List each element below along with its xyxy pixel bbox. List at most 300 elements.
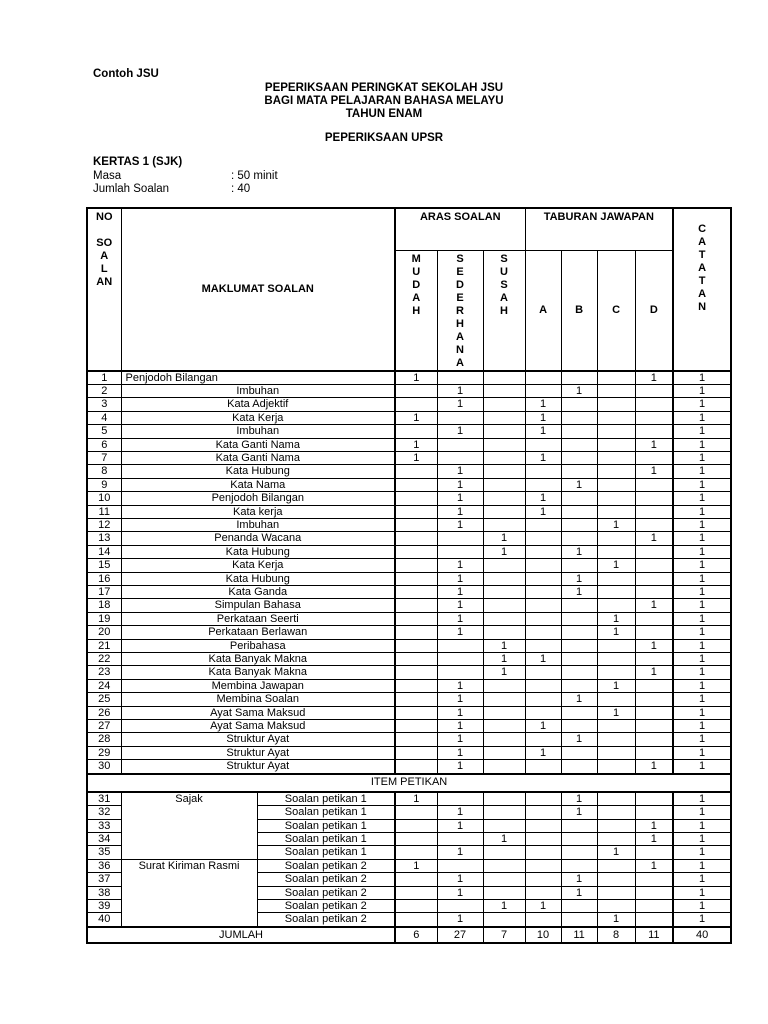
row-value-s xyxy=(437,832,483,845)
row-value-su xyxy=(483,679,525,692)
total-value-b: 11 xyxy=(561,927,597,943)
row-number: 29 xyxy=(87,746,121,759)
row-number: 4 xyxy=(87,411,121,424)
row-value-m xyxy=(395,913,437,927)
col-no-letter: SO xyxy=(96,237,113,249)
row-value-d: 1 xyxy=(635,465,673,478)
row-number: 36 xyxy=(87,859,121,872)
row-value-m xyxy=(395,760,437,774)
row-value-s xyxy=(437,545,483,558)
row-value-c xyxy=(597,411,635,424)
row-group xyxy=(121,846,257,859)
row-number: 38 xyxy=(87,886,121,899)
row-value-m: 1 xyxy=(395,451,437,464)
row-value-a: 1 xyxy=(525,398,561,411)
row-value-c xyxy=(597,859,635,872)
row-value-d xyxy=(635,733,673,746)
row-value-b xyxy=(561,899,597,912)
table-row xyxy=(87,693,731,706)
row-value-b: 1 xyxy=(561,806,597,819)
row-value-s xyxy=(437,859,483,872)
row-info: Kata Hubung xyxy=(121,545,395,558)
row-value-su: 1 xyxy=(483,666,525,679)
row-value-m xyxy=(395,819,437,832)
row-number: 9 xyxy=(87,478,121,491)
row-value-m xyxy=(395,733,437,746)
row-info: Penanda Wacana xyxy=(121,532,395,545)
aras-letter: D xyxy=(412,278,421,291)
col-info-header: MAKLUMAT SOALAN xyxy=(121,208,395,371)
paper-label: KERTAS 1 (SJK) xyxy=(93,156,183,168)
row-value-d xyxy=(635,586,673,599)
row-value-a xyxy=(525,384,561,397)
row-value-s: 1 xyxy=(437,846,483,859)
row-value-a: 1 xyxy=(525,653,561,666)
total-catatan: 40 xyxy=(673,927,731,943)
row-number: 35 xyxy=(87,846,121,859)
row-value-m xyxy=(395,706,437,719)
row-value-su xyxy=(483,572,525,585)
row-value-a xyxy=(525,886,561,899)
row-value-su: 1 xyxy=(483,532,525,545)
row-value-su xyxy=(483,760,525,774)
row-value-s: 1 xyxy=(437,478,483,491)
row-value-a xyxy=(525,913,561,927)
row-value-m xyxy=(395,478,437,491)
row-value-m: 1 xyxy=(395,371,437,385)
col-catatan-header xyxy=(673,208,731,371)
row-value-a xyxy=(525,572,561,585)
row-catatan: 1 xyxy=(673,586,731,599)
row-value-su xyxy=(483,746,525,759)
row-value-m xyxy=(395,806,437,819)
row-value-d: 1 xyxy=(635,438,673,451)
total-value-c: 8 xyxy=(597,927,635,943)
row-number: 33 xyxy=(87,819,121,832)
row-catatan: 1 xyxy=(673,492,731,505)
col-susah-header xyxy=(483,250,525,371)
row-value-a xyxy=(525,760,561,774)
row-value-su xyxy=(483,792,525,806)
row-value-c xyxy=(597,398,635,411)
row-value-s xyxy=(437,371,483,385)
row-value-a xyxy=(525,706,561,719)
row-value-b: 1 xyxy=(561,384,597,397)
row-info: Imbuhan xyxy=(121,518,395,531)
row-info: Kata kerja xyxy=(121,505,395,518)
row-value-a: 1 xyxy=(525,492,561,505)
row-catatan: 1 xyxy=(673,706,731,719)
row-value-c xyxy=(597,478,635,491)
row-number: 15 xyxy=(87,559,121,572)
row-info: Imbuhan xyxy=(121,425,395,438)
row-value-c: 1 xyxy=(597,559,635,572)
row-value-d xyxy=(635,873,673,886)
row-value-m xyxy=(395,586,437,599)
table-row xyxy=(87,626,731,639)
col-no-letter: NO xyxy=(96,211,113,223)
row-value-d xyxy=(635,720,673,733)
total-row xyxy=(87,927,731,943)
row-number: 12 xyxy=(87,518,121,531)
row-value-su xyxy=(483,398,525,411)
row-value-su xyxy=(483,518,525,531)
row-value-d xyxy=(635,626,673,639)
row-value-d xyxy=(635,572,673,585)
row-value-s xyxy=(437,411,483,424)
row-info: Ayat Sama Maksud xyxy=(121,706,395,719)
row-value-b xyxy=(561,639,597,652)
row-value-su: 1 xyxy=(483,545,525,558)
row-item: Soalan petikan 1 xyxy=(257,806,395,819)
row-value-s: 1 xyxy=(437,706,483,719)
row-value-c xyxy=(597,806,635,819)
row-value-s xyxy=(437,438,483,451)
row-catatan: 1 xyxy=(673,465,731,478)
row-value-su xyxy=(483,505,525,518)
row-info: Struktur Ayat xyxy=(121,733,395,746)
row-value-b: 1 xyxy=(561,693,597,706)
row-value-b xyxy=(561,505,597,518)
row-value-s: 1 xyxy=(437,733,483,746)
row-value-d xyxy=(635,792,673,806)
row-value-s: 1 xyxy=(437,886,483,899)
table-row xyxy=(87,492,731,505)
row-value-c xyxy=(597,492,635,505)
row-number: 2 xyxy=(87,384,121,397)
row-group xyxy=(121,806,257,819)
doc-title-line-1: PEPERIKSAAN PERINGKAT SEKOLAH JSU xyxy=(264,82,504,94)
row-value-d xyxy=(635,706,673,719)
table-row xyxy=(87,913,731,927)
row-catatan: 1 xyxy=(673,559,731,572)
row-number: 13 xyxy=(87,532,121,545)
row-value-su xyxy=(483,492,525,505)
row-value-b xyxy=(561,819,597,832)
row-value-b xyxy=(561,599,597,612)
row-info: Kata Banyak Makna xyxy=(121,666,395,679)
row-value-b xyxy=(561,518,597,531)
row-catatan: 1 xyxy=(673,873,731,886)
total-value-d: 11 xyxy=(635,927,673,943)
row-catatan: 1 xyxy=(673,846,731,859)
row-item: Soalan petikan 2 xyxy=(257,899,395,912)
row-value-su xyxy=(483,733,525,746)
row-value-su xyxy=(483,586,525,599)
table-row xyxy=(87,886,731,899)
row-value-s: 1 xyxy=(437,760,483,774)
row-catatan: 1 xyxy=(673,832,731,845)
row-value-m xyxy=(395,425,437,438)
row-value-b xyxy=(561,832,597,845)
table-row xyxy=(87,832,731,845)
row-catatan: 1 xyxy=(673,679,731,692)
row-value-b xyxy=(561,706,597,719)
row-value-s: 1 xyxy=(437,384,483,397)
row-value-m xyxy=(395,465,437,478)
row-item: Soalan petikan 1 xyxy=(257,832,395,845)
aras-letter: N xyxy=(456,343,464,356)
row-number: 5 xyxy=(87,425,121,438)
row-value-b xyxy=(561,760,597,774)
col-no-header xyxy=(87,208,121,371)
row-value-su xyxy=(483,438,525,451)
row-value-a xyxy=(525,846,561,859)
col-no-letter xyxy=(92,224,117,237)
row-value-b xyxy=(561,425,597,438)
row-value-m xyxy=(395,518,437,531)
aras-letter: R xyxy=(456,304,464,317)
row-value-m xyxy=(395,693,437,706)
row-number: 34 xyxy=(87,832,121,845)
row-value-b xyxy=(561,438,597,451)
row-group xyxy=(121,913,257,927)
row-group xyxy=(121,873,257,886)
row-value-b xyxy=(561,451,597,464)
row-value-c xyxy=(597,720,635,733)
table-row xyxy=(87,733,731,746)
row-catatan: 1 xyxy=(673,532,731,545)
row-value-su xyxy=(483,819,525,832)
row-value-b xyxy=(561,465,597,478)
row-item: Soalan petikan 1 xyxy=(257,819,395,832)
row-value-m xyxy=(395,746,437,759)
row-value-a xyxy=(525,371,561,385)
row-value-s: 1 xyxy=(437,518,483,531)
row-value-s: 1 xyxy=(437,425,483,438)
row-value-s: 1 xyxy=(437,873,483,886)
row-value-m xyxy=(395,398,437,411)
row-number: 39 xyxy=(87,899,121,912)
col-catatan-letter: N xyxy=(698,301,707,313)
row-value-d xyxy=(635,492,673,505)
row-value-s: 1 xyxy=(437,612,483,625)
row-value-c xyxy=(597,819,635,832)
row-value-b xyxy=(561,612,597,625)
row-value-a xyxy=(525,626,561,639)
row-number: 26 xyxy=(87,706,121,719)
row-value-d xyxy=(635,411,673,424)
row-value-c: 1 xyxy=(597,626,635,639)
aras-letter: S xyxy=(500,278,508,291)
row-value-a: 1 xyxy=(525,425,561,438)
row-catatan: 1 xyxy=(673,886,731,899)
row-number: 40 xyxy=(87,913,121,927)
row-value-s: 1 xyxy=(437,586,483,599)
row-value-d xyxy=(635,913,673,927)
row-value-su xyxy=(483,859,525,872)
row-value-s: 1 xyxy=(437,626,483,639)
row-info: Kata Adjektif xyxy=(121,398,395,411)
row-value-a xyxy=(525,679,561,692)
row-info: Kata Kerja xyxy=(121,559,395,572)
row-value-b xyxy=(561,746,597,759)
row-catatan: 1 xyxy=(673,760,731,774)
row-value-a xyxy=(525,518,561,531)
total-value-s: 27 xyxy=(437,927,483,943)
col-catatan-letter: A xyxy=(698,288,707,300)
row-value-c xyxy=(597,505,635,518)
row-value-su: 1 xyxy=(483,639,525,652)
row-value-m xyxy=(395,572,437,585)
row-value-d: 1 xyxy=(635,599,673,612)
row-value-s: 1 xyxy=(437,505,483,518)
row-value-m xyxy=(395,492,437,505)
row-value-b: 1 xyxy=(561,873,597,886)
row-value-d xyxy=(635,886,673,899)
row-value-c xyxy=(597,465,635,478)
row-value-a xyxy=(525,819,561,832)
total-value-su: 7 xyxy=(483,927,525,943)
row-value-d xyxy=(635,518,673,531)
table-row xyxy=(87,465,731,478)
row-value-a xyxy=(525,559,561,572)
row-value-c xyxy=(597,760,635,774)
row-value-m xyxy=(395,873,437,886)
row-value-m xyxy=(395,720,437,733)
row-group xyxy=(121,899,257,912)
row-value-c xyxy=(597,792,635,806)
row-number: 32 xyxy=(87,806,121,819)
row-value-b xyxy=(561,653,597,666)
row-value-c: 1 xyxy=(597,518,635,531)
row-value-su xyxy=(483,451,525,464)
aras-letter: H xyxy=(500,304,508,317)
row-catatan: 1 xyxy=(673,746,731,759)
table-row xyxy=(87,819,731,832)
row-item: Soalan petikan 1 xyxy=(257,846,395,859)
row-info: Kata Kerja xyxy=(121,411,395,424)
row-value-d xyxy=(635,653,673,666)
row-value-s: 1 xyxy=(437,819,483,832)
row-info: Peribahasa xyxy=(121,639,395,652)
row-info: Kata Ganti Nama xyxy=(121,451,395,464)
aras-letter: E xyxy=(456,265,464,278)
aras-letter: H xyxy=(412,304,421,317)
row-number: 22 xyxy=(87,653,121,666)
row-catatan: 1 xyxy=(673,806,731,819)
row-catatan: 1 xyxy=(673,693,731,706)
row-catatan: 1 xyxy=(673,438,731,451)
petikan-header-row xyxy=(87,774,731,792)
row-value-su xyxy=(483,806,525,819)
col-mudah-header xyxy=(395,250,437,371)
row-value-b xyxy=(561,720,597,733)
col-sederhana-header xyxy=(437,250,483,371)
row-number: 24 xyxy=(87,679,121,692)
row-value-b xyxy=(561,666,597,679)
row-value-a xyxy=(525,666,561,679)
row-catatan: 1 xyxy=(673,720,731,733)
row-value-su: 1 xyxy=(483,899,525,912)
row-value-su xyxy=(483,913,525,927)
table-row xyxy=(87,792,731,806)
row-value-a xyxy=(525,873,561,886)
total-label: JUMLAH xyxy=(87,927,395,943)
row-value-c xyxy=(597,886,635,899)
aras-letter: A xyxy=(500,291,508,304)
row-value-m xyxy=(395,639,437,652)
row-value-a: 1 xyxy=(525,899,561,912)
row-number: 10 xyxy=(87,492,121,505)
row-item: Soalan petikan 2 xyxy=(257,913,395,927)
row-number: 17 xyxy=(87,586,121,599)
col-c-header: C xyxy=(597,250,635,371)
row-value-s: 1 xyxy=(437,806,483,819)
row-group xyxy=(121,832,257,845)
row-group: Surat Kiriman Rasmi xyxy=(121,859,257,872)
col-catatan-letter: T xyxy=(698,249,706,261)
row-value-a xyxy=(525,438,561,451)
table-row xyxy=(87,653,731,666)
row-value-b xyxy=(561,859,597,872)
row-value-d: 1 xyxy=(635,666,673,679)
table-row xyxy=(87,599,731,612)
table-row xyxy=(87,559,731,572)
row-info: Kata Banyak Makna xyxy=(121,653,395,666)
row-catatan: 1 xyxy=(673,599,731,612)
table-row xyxy=(87,532,731,545)
row-value-d xyxy=(635,384,673,397)
row-info: Membina Soalan xyxy=(121,693,395,706)
row-value-b xyxy=(561,626,597,639)
row-catatan: 1 xyxy=(673,425,731,438)
row-value-su xyxy=(483,873,525,886)
row-value-d xyxy=(635,425,673,438)
row-item: Soalan petikan 2 xyxy=(257,859,395,872)
table-row xyxy=(87,572,731,585)
row-value-s: 1 xyxy=(437,746,483,759)
row-value-su xyxy=(483,612,525,625)
row-value-m xyxy=(395,679,437,692)
row-value-d xyxy=(635,846,673,859)
row-value-b xyxy=(561,913,597,927)
row-info: Kata Hubung xyxy=(121,465,395,478)
row-value-d xyxy=(635,505,673,518)
row-catatan: 1 xyxy=(673,639,731,652)
table-row xyxy=(87,371,731,385)
table-row xyxy=(87,679,731,692)
aras-letter: E xyxy=(456,291,464,304)
row-number: 21 xyxy=(87,639,121,652)
row-catatan: 1 xyxy=(673,384,731,397)
row-value-m xyxy=(395,384,437,397)
row-value-a xyxy=(525,612,561,625)
col-b-header: B xyxy=(561,250,597,371)
table-row xyxy=(87,720,731,733)
row-value-m xyxy=(395,899,437,912)
row-value-a: 1 xyxy=(525,411,561,424)
row-value-c xyxy=(597,693,635,706)
row-value-s: 1 xyxy=(437,572,483,585)
row-value-c: 1 xyxy=(597,913,635,927)
row-value-d xyxy=(635,398,673,411)
row-catatan: 1 xyxy=(673,398,731,411)
row-value-c xyxy=(597,451,635,464)
jsu-table xyxy=(86,207,732,944)
row-value-s: 1 xyxy=(437,492,483,505)
row-value-m xyxy=(395,886,437,899)
row-value-d: 1 xyxy=(635,760,673,774)
row-value-s: 1 xyxy=(437,398,483,411)
row-info: Perkataan Seerti xyxy=(121,612,395,625)
aras-letter: U xyxy=(412,265,421,278)
aras-letter: U xyxy=(500,265,508,278)
row-catatan: 1 xyxy=(673,411,731,424)
row-value-b: 1 xyxy=(561,792,597,806)
row-value-b: 1 xyxy=(561,572,597,585)
row-value-d xyxy=(635,679,673,692)
